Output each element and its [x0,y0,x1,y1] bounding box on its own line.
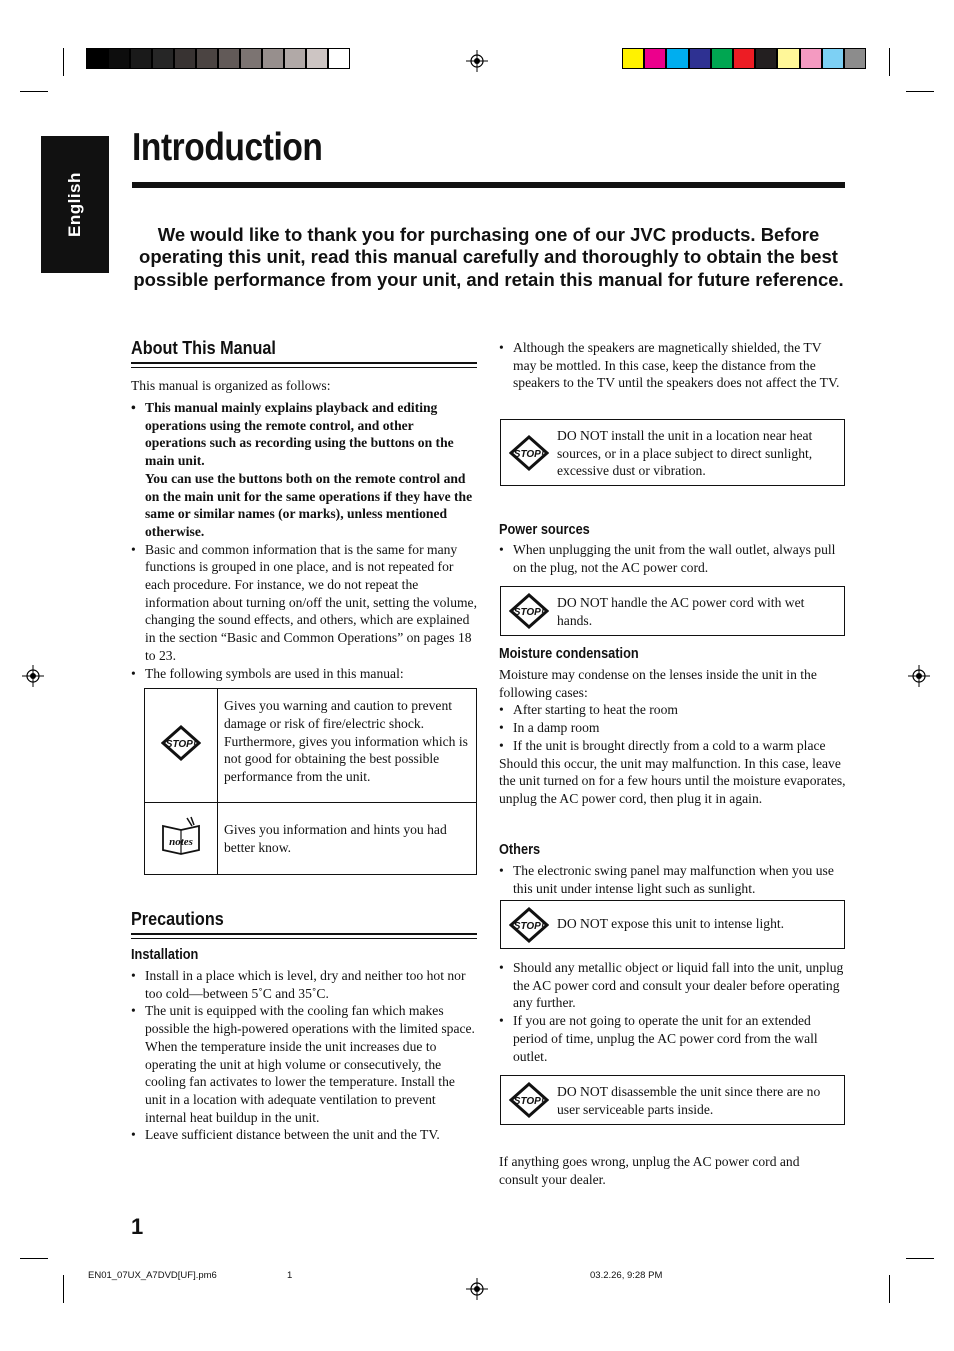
stop-icon [509,907,549,943]
stop-icon-text: STOP! [513,1096,545,1107]
grayscale-swatch [130,48,152,69]
list-item: • The unit is equipped with the cooling fan which makes possible the high-powered operations with the limited space. When the temperature inside the unit increases due to operating the unit at high volume or consecutively, the cooling fan activates to lower the temperature. Install the unit in a location with adequate ventilation to prevent internal heat buildup in the unit. [131,1002,479,1126]
list-item: • The following symbols are used in this manual: [131,665,477,683]
table-row [145,803,477,875]
stop-icon [509,435,549,471]
color-swatch [844,48,866,69]
subheading-moisture: Moisture condensation [499,646,639,662]
grayscale-swatch [196,48,218,69]
color-swatch [777,48,799,69]
grayscale-swatch [306,48,328,69]
warning-box [500,419,845,486]
warning-text: DO NOT handle the AC power cord with wet hands. [557,595,805,628]
moisture-after: Should this occur, the unit may malfunction. In this case, leave the unit turned on for a few hours until the moisture evaporates, unplug the AC power cord, then plug it in again. [499,755,846,806]
crop-mark [889,48,890,76]
about-intro: This manual is organized as follows: [131,378,331,393]
moisture-section [499,666,847,808]
subheading-others: Others [499,842,541,858]
list-item: • Leave sufficient distance between the unit and the TV. [131,1126,479,1144]
symbol-cell [145,689,218,803]
section-rule [131,938,477,939]
warning-text: DO NOT install the unit in a location near heat sources, or in a place subject to direct sunlight, excessive dust or vibration. [557,428,813,479]
list-item: • After starting to heat the room [499,701,847,719]
grayscale-swatch [152,48,174,69]
section-heading-precautions: Precautions [131,909,224,929]
list-item [131,399,477,541]
notes-icon-text: notes [169,836,193,849]
color-swatch [800,48,822,69]
grayscale-swatch [174,48,196,69]
list-item: • In a damp room [499,719,847,737]
installation-list [131,967,479,1144]
color-swatch [666,48,688,69]
color-swatch [755,48,777,69]
footer-date: 03.2.26, 9:28 PM [590,1270,663,1281]
crop-mark [20,1258,48,1259]
list-item: • When unplugging the unit from the wall outlet, always pull on the plug, not the AC power cord. [499,541,845,576]
section-heading-about: About This Manual [131,338,276,358]
warning-box [500,586,845,636]
stop-icon [509,1082,549,1118]
color-swatch [822,48,844,69]
color-swatch [622,48,644,69]
grayscale-swatch [218,48,240,69]
symbol-cell [145,803,218,875]
symbol-description: Gives you warning and caution to prevent damage or risk of fire/electric shock. Furthermore, gives you information which is not good for obtaining the best possible performance from the unit. [218,689,477,803]
power-list [499,541,845,576]
crop-mark [889,1275,890,1303]
language-tab-label: English [65,172,84,237]
list-item: • Install in a place which is level, dry and neither too hot nor too cold—between 5˚C and 35˚C. [131,967,479,1002]
registration-mark-icon [908,665,930,687]
section-rule [131,933,477,935]
closing-note: If anything goes wrong, unplug the AC power cord and consult your dealer. [499,1154,800,1187]
others-list [499,862,845,897]
list-item: • The electronic swing panel may malfunction when you use this unit under intense light such as sunlight. [499,862,845,897]
language-tab [41,136,109,273]
grayscale-swatch [262,48,284,69]
others-list-2 [499,959,847,1065]
subheading-power-sources: Power sources [499,522,590,538]
page-number: 1 [131,1214,144,1239]
about-bullet1-b: You can use the buttons both on the remote control and on the main unit for the same operations if they have the same or similar names (or marks), unless mentioned otherwise. [145,470,473,539]
grayscale-swatch [240,48,262,69]
subheading-installation: Installation [131,947,199,963]
symbol-description: Gives you information and hints you had better know. [218,803,477,875]
grayscale-swatch [108,48,130,69]
warning-box [500,1075,845,1125]
crop-mark [906,91,934,92]
list-item: • If the unit is brought directly from a cold to a warm place [499,737,847,755]
crop-mark [20,91,48,92]
stop-icon-text: STOP! [513,607,545,618]
list-item: • If you are not going to operate the unit for an extended period of time, unplug the AC power cord from the wall outlet. [499,1012,847,1065]
warning-text: DO NOT disassemble the unit since there are no user serviceable parts inside. [557,1084,821,1117]
warning-text: DO NOT expose this unit to intense light. [557,916,785,931]
notes-icon [159,816,203,856]
title-rule [132,182,845,188]
crop-mark [63,1275,64,1303]
lead-paragraph: We would like to thank you for purchasing one of our JVC products. Before operating this unit, read this manual carefully and thoroughly to obtain the best possible performance from your unit, and retain this manual for future reference. [133,224,844,290]
stop-icon [161,725,201,761]
about-list [131,399,477,682]
footer-filename: EN01_07UX_A7DVD[UF].pm6 [88,1270,217,1281]
crop-mark [63,48,64,76]
moisture-intro: Moisture may condense on the lenses inside the unit in the following cases: [499,667,817,700]
grayscale-swatch [86,48,108,69]
list-item: • Basic and common information that is the same for many functions is grouped in one place, and is not repeated for each procedure. For instance, we do not repeat the information about turning on/off the unit, setting the volume, changing the sound effects, and others, which are explained in the section “Basic and Common Operations” on pages 18 to 23. [131,541,477,665]
stop-icon-text: STOP! [165,739,197,751]
page-title: Introduction [132,126,323,169]
registration-mark-icon [22,665,44,687]
table-row [145,689,477,803]
list-item: • Although the speakers are magnetically shielded, the TV may be mottled. In this case, keep the distance from the speakers to the TV until the speakers does not affect the TV. [499,339,845,392]
speakers-note [499,339,845,392]
section-rule [131,367,477,368]
stop-icon-text: STOP! [513,920,545,932]
color-swatch [711,48,733,69]
stop-icon [509,593,549,629]
about-bullet1-a: This manual mainly explains playback and editing operations using the remote control, and other operations such as recording using the buttons on the main unit. [145,400,454,469]
crop-mark [906,1258,934,1259]
color-swatch [644,48,666,69]
grayscale-swatch [284,48,306,69]
stop-icon-text: STOP! [513,448,545,460]
registration-mark-icon [466,1278,488,1300]
grayscale-swatch [328,48,350,69]
warning-box [500,900,845,949]
color-swatch [733,48,755,69]
color-swatch [689,48,711,69]
registration-mark-icon [466,50,488,72]
section-rule [131,362,477,364]
footer-page: 1 [287,1270,293,1281]
symbols-table [144,688,477,875]
list-item: • Should any metallic object or liquid fall into the unit, unplug the AC power cord and consult your dealer before operating any further. [499,959,847,1012]
